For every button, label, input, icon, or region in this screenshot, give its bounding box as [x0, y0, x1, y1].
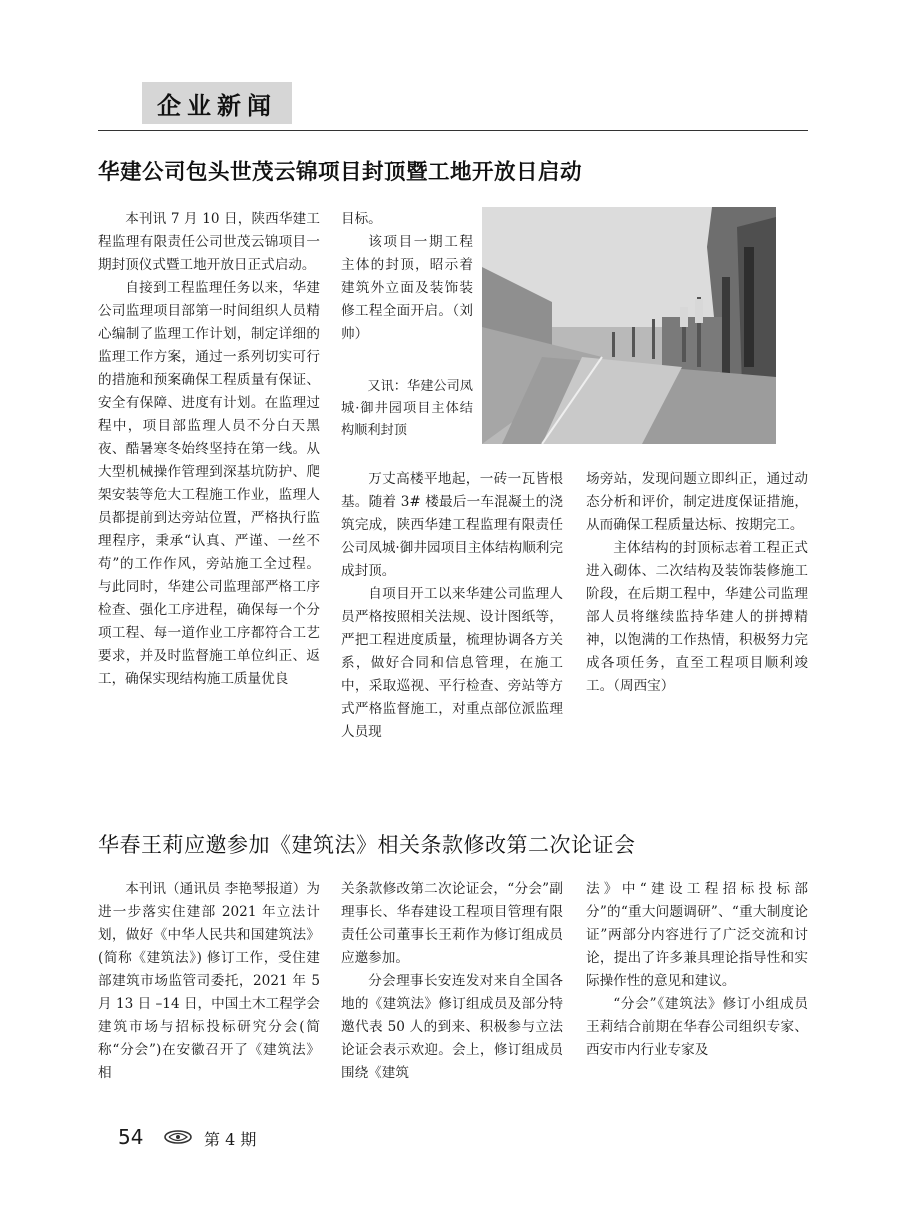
article1-col2-para-1: 目标。	[341, 211, 382, 227]
magazine-logo-icon	[163, 1129, 193, 1149]
article2-col2-para-2: 分会理事长安连发对来自全国各地的《建筑法》修订组成员及部分特邀代表 50 人的到来、积极参与立法论证会表示欢迎。会上，修订组成员围绕《建筑	[341, 973, 563, 1081]
article2-col2-para-1: 关条款修改第二次论证会，“分会”副理事长、华春建设工程项目管理有限责任公司董事长王莉作为修订组成员应邀参加。	[341, 881, 563, 966]
section-label: 企业新闻	[142, 82, 292, 124]
article1-col3-para-2: 主体结构的封顶标志着工程正式进入砌体、二次结构及装饰装修施工阶段，在后期工程中，华建公司监理部人员将继续监持华建人的拼搏精神，以饱满的工作热情，积极努力完成各项任务，直至工程项目顺利竣工。（周西宝）	[586, 540, 808, 694]
photo-illustration	[482, 207, 776, 444]
article1-col2-para-2: 该项目一期工程主体的封顶，昭示着建筑外立面及装饰装修工程全面开启。（刘帅）	[341, 234, 473, 342]
article1-subheading-text: 又讯：华建公司凤城·御井园项目主体结构顺利封顶	[341, 379, 473, 438]
article1-col2-para-4: 自项目开工以来华建公司监理人员严格按照相关法规、设计图纸等，严把工程进度质量，梳理协调各方关系，做好合同和信息管理，在施工中，采取巡视、平行检查、旁站等方式严格监督施工，对重点部位派监理人员现	[341, 586, 563, 740]
article1-col1-para-2: 自接到工程监理任务以来，华建公司监理项目部第一时间组织人员精心编制了监理工作计划，制定详细的监理工作方案，通过一系列切实可行的措施和预案确保工程质量有保证、安全有保障、进度有计划。在监理过程中，项目部监理人员不分白天黑夜、酷暑寒冬始终坚持在第一线。从大型机械操作管理到深基坑防护、爬架安装等危大工程施工作业，监理人员都提前到达旁站位置，严格执行监理程序，秉承“认真、严谨、一丝不苟”的工作作风，旁站施工全过程。与此同时，华建公司监理部严格工序检查、强化工序进程，确保每一个分项工程、每一道作业工序都符合工艺要求，并及时监督施工单位纠正、返工，确保实现结构施工质量优良	[98, 280, 320, 687]
article1-column-1	[98, 208, 320, 691]
article1-col2-para-3: 万丈高楼平地起，一砖一瓦皆根基。随着 3# 楼最后一车混凝土的浇筑完成，陕西华建工程监理有限责任公司凤城·御井园项目主体结构顺利完成封顶。	[341, 471, 563, 579]
page-number: 54	[118, 1125, 144, 1149]
article1-column-2-bottom	[341, 468, 563, 744]
header-rule	[98, 130, 808, 131]
article2-col3-para-2: “分会”《建筑法》修订小组成员王莉结合前期在华春公司组织专家、西安市内行业专家及	[586, 996, 808, 1058]
article1-col1-para-1: 本刊讯 7 月 10 日，陕西华建工程监理有限责任公司世茂云锦项目一期封顶仪式暨工地开放日正式启动。	[98, 211, 320, 273]
construction-site-photo	[482, 207, 776, 444]
article1-col3-para-1: 场旁站，发现问题立即纠正，通过动态分析和评价，制定进度保证措施，从而确保工程质量达标、按期完工。	[586, 471, 808, 533]
article1-column-2-top	[341, 208, 473, 346]
article2-column-1	[98, 878, 320, 1085]
article2-col3-para-1: 法》中“建设工程招标投标部分”的“重大问题调研”、“重大制度论证”两部分内容进行了广泛交流和讨论，提出了许多兼具理论指导性和实际操作性的意见和建议。	[586, 881, 808, 989]
article1-column-3	[586, 468, 808, 698]
article2-column-2	[341, 878, 563, 1085]
article1-title: 华建公司包头世茂云锦项目封顶暨工地开放日启动	[98, 160, 583, 185]
article2-col1-para-1: 本刊讯（通讯员 李艳琴报道）为进一步落实住建部 2021 年立法计划，做好《中华人民共和国建筑法》(简称《建筑法》) 修订工作，受住建部建筑市场监管司委托，2021 年 5 月 13 日 –14 日，中国土木工程学会建筑市场与招标投标研究分会(简称“分会”)在安徽召开了《建筑法》相	[98, 881, 320, 1081]
issue-label: 第 4 期	[204, 1130, 257, 1149]
article2-title: 华春王莉应邀参加《建筑法》相关条款修改第二次论证会	[98, 833, 636, 857]
article2-column-3	[586, 878, 808, 1062]
article1-subheading	[341, 376, 473, 442]
